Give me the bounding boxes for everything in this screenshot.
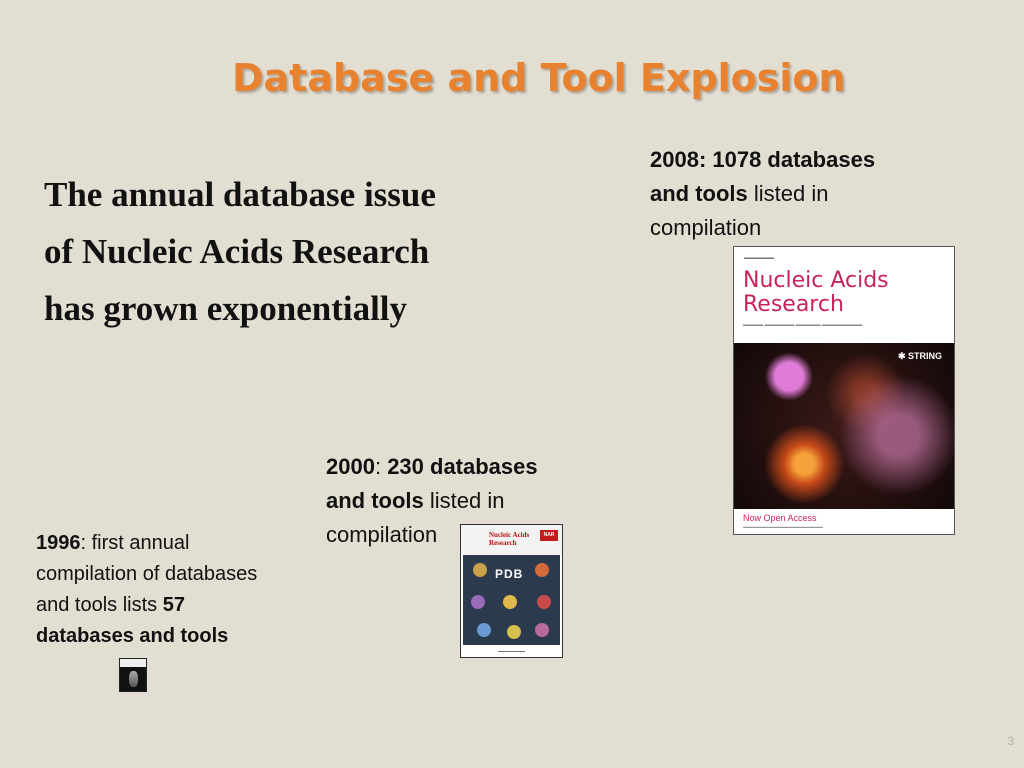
molecule-icon bbox=[471, 595, 485, 609]
molecule-icon bbox=[535, 623, 549, 637]
caption-2000-rest: listed in compilation bbox=[326, 488, 505, 547]
molecule-icon bbox=[535, 563, 549, 577]
caption-1996-text: : first annual compilation of databases and tools lists bbox=[36, 532, 258, 616]
journal-cover-2008-image bbox=[733, 246, 955, 535]
cover-2008-badge: ✱ STRING bbox=[897, 351, 942, 361]
cover-2008-network-image bbox=[734, 343, 954, 511]
page-number: 3 bbox=[1007, 734, 1014, 748]
cover-2008-title-line2: Research bbox=[743, 292, 844, 317]
cover-1996-header bbox=[120, 659, 146, 667]
molecule-icon bbox=[129, 671, 138, 687]
cover-2008-footer-small: ▬▬▬▬▬▬▬▬▬▬▬▬▬▬▬▬▬▬▬▬ bbox=[743, 524, 823, 529]
cover-2008-title bbox=[743, 269, 889, 317]
cover-2000-footer: ▬▬▬▬▬▬▬▬▬ bbox=[461, 645, 562, 657]
cover-2008-footer bbox=[734, 509, 954, 534]
molecule-icon bbox=[537, 595, 551, 609]
molecule-icon bbox=[473, 563, 487, 577]
cover-2000-title-line2: Research bbox=[489, 539, 517, 547]
cover-2000-center-label: PDB bbox=[495, 567, 524, 581]
cover-2008-open-access: Now Open Access bbox=[743, 513, 817, 523]
cover-2008-title-line1: Nucleic Acids bbox=[743, 268, 889, 293]
caption-2000-year: 2000 bbox=[326, 454, 375, 479]
cover-2000-title bbox=[489, 531, 529, 547]
molecule-icon bbox=[503, 595, 517, 609]
caption-2000-colon: : bbox=[374, 454, 388, 479]
cover-2008-volume-line: ▬▬▬▬ ▬▬▬▬▬▬ ▬▬▬▬▬ ▬▬▬▬▬▬▬▬ bbox=[743, 322, 863, 328]
caption-1996-count: 57 databases and tools bbox=[36, 594, 229, 647]
main-statement: The annual database issue of Nucleic Acids Research has grown exponentially bbox=[44, 175, 436, 328]
cover-2008-badge-text: STRING bbox=[907, 351, 942, 361]
caption-2000-count: 230 databases and tools bbox=[326, 454, 538, 513]
caption-1996 bbox=[36, 528, 266, 652]
cover-2000-badge: NAR bbox=[540, 530, 558, 541]
molecule-icon bbox=[507, 625, 521, 639]
journal-cover-1996-image bbox=[119, 658, 147, 692]
caption-2008 bbox=[650, 143, 920, 245]
cover-2000-molecules bbox=[463, 555, 560, 647]
cover-2000-header bbox=[461, 525, 562, 555]
journal-cover-2000-image bbox=[460, 524, 563, 658]
cover-2008-header bbox=[734, 247, 954, 343]
slide-title: Database and Tool Explosion bbox=[232, 56, 846, 100]
cover-2000-title-line1: Nucleic Acids bbox=[489, 531, 530, 539]
cover-2008-issn: ▬▬▬▬▬▬ bbox=[744, 255, 774, 261]
molecule-icon bbox=[477, 623, 491, 637]
caption-1996-year: 1996 bbox=[36, 532, 81, 554]
caption-2008-bold: 2008: 1078 databases and tools bbox=[650, 147, 876, 206]
caption-2008-rest: listed in compilation bbox=[650, 181, 829, 240]
